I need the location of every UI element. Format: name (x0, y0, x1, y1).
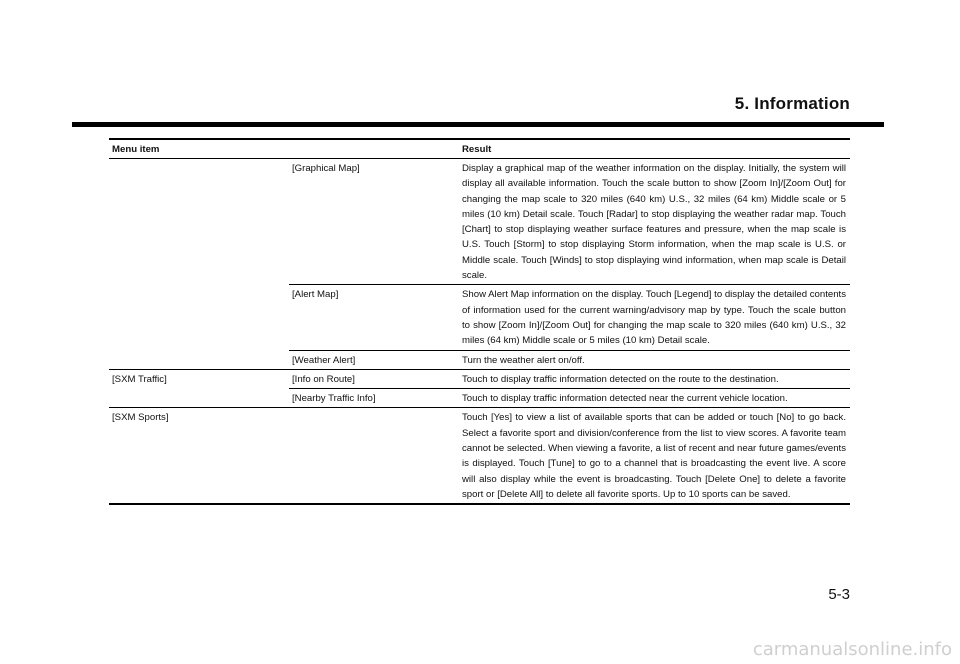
menu-item-cell (109, 159, 289, 285)
result-cell: Touch [Yes] to view a list of available sports that can be added or touch [No] to go back. Select a favorite sport and division/conference from the list to view scores. A favorite team cannot be selected. When viewing a favorite, a list of recent and near future games/events is displayed. Touch [Tune] to go to a channel that is broadcasting the event live. A score will also display while the event is broadcasting. Touch [Delete One] to delete a favorite sport or [Delete All] to delete all favorite sports. Up to 10 sports can be saved. (459, 408, 850, 504)
table-row (109, 350, 850, 369)
sub-menu-item-cell: [Info on Route] (289, 369, 459, 388)
menu-item-cell (109, 285, 289, 350)
result-cell: Turn the weather alert on/off. (459, 350, 850, 369)
result-cell: Show Alert Map information on the display. Touch [Legend] to display the detailed contents of information used for the current warning/advisory map by type. Touch the scale button to show [Zoom In]/[Zoom Out] for changing the map scale to 320 miles (640 km) U.S., 32 miles (64 km) Middle scale or 5 miles (10 km) Detail scale. (459, 285, 850, 350)
menu-item-cell (109, 389, 289, 408)
sub-menu-item-cell: [Weather Alert] (289, 350, 459, 369)
menu-result-table (109, 138, 850, 505)
table-row (109, 159, 850, 285)
menu-item-cell: [SXM Sports] (109, 408, 289, 504)
menu-item-cell: [SXM Traffic] (109, 369, 289, 388)
table-row (109, 285, 850, 350)
result-cell: Touch to display traffic information detected near the current vehicle location. (459, 389, 850, 408)
table-row (109, 408, 850, 504)
sub-menu-item-cell: [Graphical Map] (292, 163, 360, 174)
sub-menu-item-cell (289, 408, 459, 504)
sub-menu-item-cell: [Alert Map] (289, 285, 459, 350)
table-header-row (109, 139, 850, 159)
sub-menu-item-cell: [Nearby Traffic Info] (289, 389, 459, 408)
result-cell: Touch to display traffic information detected on the route to the destination. (459, 369, 850, 388)
table-row (109, 389, 850, 408)
watermark-text[interactable]: carmanualsonline.info (752, 639, 952, 660)
menu-item-cell (109, 350, 289, 369)
result-cell: Display a graphical map of the weather information on the display. Initially, the system will display all available information. Touch the scale button to show [Zoom In]/[Zoom Out] for changing the map scale to 320 miles (640 km) U.S., 32 miles (64 km) Middle scale or 5 miles (10 km) Detail scale. Touch [Radar] to stop displaying the weather radar map. Touch [Chart] to stop displaying weather surface features and pressure, when the map scale is U.S. Touch [Storm] to stop displaying Storm information, when the map scale is U.S. or Middle scale. Touch [Winds] to stop displaying wind information, when map scale is Detail scale. (462, 163, 846, 282)
title-rule (72, 122, 884, 127)
page-number: 5-3 (828, 586, 850, 603)
table-row (109, 369, 850, 388)
column-header-menu-item: Menu item (109, 139, 459, 159)
column-header-result: Result (459, 139, 850, 159)
section-title: 5. Information (734, 94, 850, 113)
